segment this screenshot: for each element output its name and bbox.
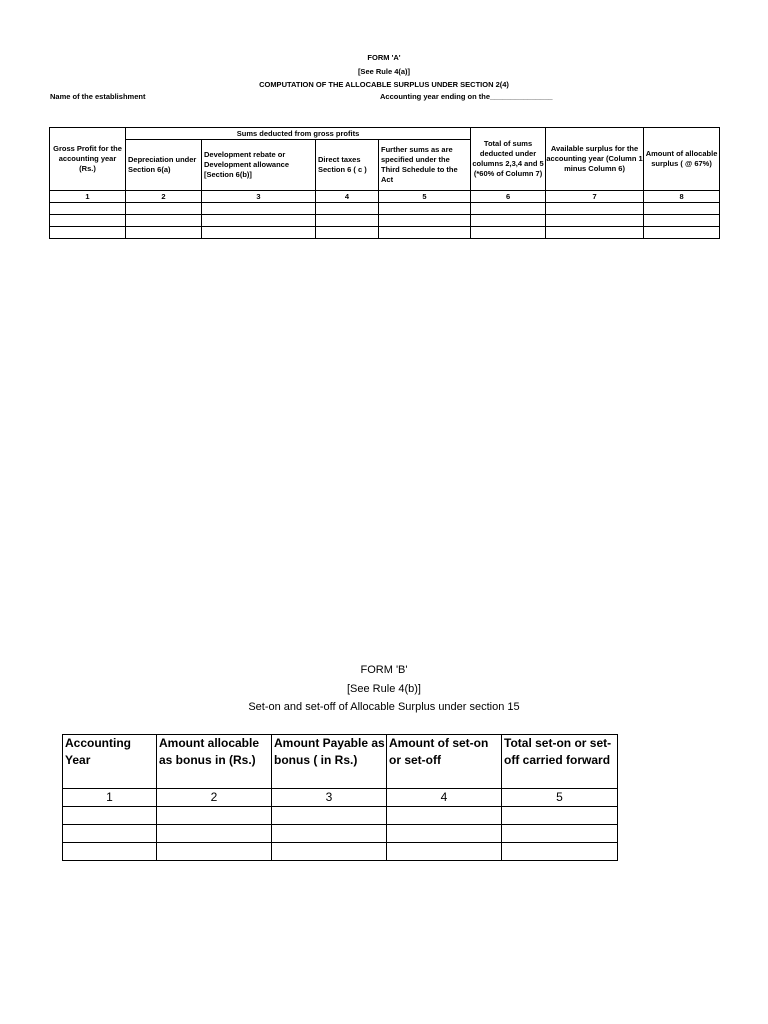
empty-cell bbox=[202, 227, 316, 239]
col-number: 7 bbox=[546, 191, 644, 203]
col-allocable-surplus: Amount of allocable surplus ( @ 67%) bbox=[644, 128, 720, 191]
col-direct-taxes: Direct taxes Section 6 ( c ) bbox=[316, 140, 379, 191]
table-row bbox=[63, 807, 618, 825]
empty-cell bbox=[471, 215, 546, 227]
empty-cell bbox=[387, 843, 502, 861]
empty-cell bbox=[387, 807, 502, 825]
accounting-year-label: Accounting year ending on the_______________ bbox=[380, 92, 553, 101]
empty-cell bbox=[157, 825, 272, 843]
empty-cell bbox=[471, 203, 546, 215]
col-number: 8 bbox=[644, 191, 720, 203]
col-amount-set-on: Amount of set-on or set-off bbox=[387, 735, 502, 789]
empty-cell bbox=[126, 203, 202, 215]
empty-cell bbox=[502, 807, 618, 825]
group-header-sums-deducted: Sums deducted from gross profits bbox=[126, 128, 471, 140]
empty-cell bbox=[644, 215, 720, 227]
col-number: 5 bbox=[379, 191, 471, 203]
col-accounting-year: Accounting Year bbox=[63, 735, 157, 789]
form-b-subtitle: Set-on and set-off of Allocable Surplus under section 15 bbox=[248, 701, 520, 713]
table-row bbox=[63, 825, 618, 843]
col-number: 3 bbox=[272, 789, 387, 807]
col-available-surplus: Available surplus for the accounting year (Column 1 minus Column 6) bbox=[546, 128, 644, 191]
col-number: 1 bbox=[63, 789, 157, 807]
col-total-sums: Total of sums deducted under columns 2,3,4 and 5 (*60% of Column 7) bbox=[471, 128, 546, 191]
empty-cell bbox=[50, 227, 126, 239]
form-a-subtitle: COMPUTATION OF THE ALLOCABLE SURPLUS UNDER SECTION 2(4) bbox=[259, 80, 509, 89]
col-gross-profit: Gross Profit for the accounting year (Rs.) bbox=[50, 128, 126, 191]
empty-cell bbox=[379, 203, 471, 215]
col-number: 1 bbox=[50, 191, 126, 203]
col-number: 6 bbox=[471, 191, 546, 203]
empty-cell bbox=[202, 215, 316, 227]
table-row bbox=[63, 843, 618, 861]
empty-cell bbox=[157, 843, 272, 861]
col-number: 3 bbox=[202, 191, 316, 203]
empty-cell bbox=[502, 825, 618, 843]
empty-cell bbox=[316, 227, 379, 239]
establishment-label: Name of the establishment bbox=[50, 92, 146, 101]
empty-cell bbox=[316, 203, 379, 215]
empty-cell bbox=[50, 203, 126, 215]
empty-cell bbox=[379, 227, 471, 239]
col-depreciation: Depreciation under Section 6(a) bbox=[126, 140, 202, 191]
empty-cell bbox=[126, 215, 202, 227]
column-number-row bbox=[50, 191, 720, 203]
table-row bbox=[50, 203, 720, 215]
col-amount-allocable: Amount allocable as bonus in (Rs.) bbox=[157, 735, 272, 789]
empty-cell bbox=[387, 825, 502, 843]
empty-cell bbox=[63, 843, 157, 861]
col-number: 5 bbox=[502, 789, 618, 807]
empty-cell bbox=[126, 227, 202, 239]
empty-cell bbox=[546, 203, 644, 215]
table-row bbox=[50, 215, 720, 227]
col-total-set-on: Total set-on or set-off carried forward bbox=[502, 735, 618, 789]
empty-cell bbox=[502, 843, 618, 861]
col-number: 4 bbox=[316, 191, 379, 203]
col-development-rebate: Development rebate or Development allowance [Section 6(b)] bbox=[202, 140, 316, 191]
empty-cell bbox=[644, 227, 720, 239]
empty-cell bbox=[272, 843, 387, 861]
col-number: 2 bbox=[126, 191, 202, 203]
form-a-title: FORM 'A' bbox=[367, 53, 401, 62]
form-b-rule: [See Rule 4(b)] bbox=[347, 683, 421, 695]
empty-cell bbox=[272, 807, 387, 825]
form-a-rule: [See Rule 4(a)] bbox=[357, 67, 411, 76]
empty-cell bbox=[272, 825, 387, 843]
column-number-row bbox=[63, 789, 618, 807]
empty-cell bbox=[63, 825, 157, 843]
col-further-sums: Further sums as are specified under the Third Schedule to the Act bbox=[379, 140, 471, 191]
empty-cell bbox=[202, 203, 316, 215]
table-row bbox=[50, 227, 720, 239]
empty-cell bbox=[379, 215, 471, 227]
empty-cell bbox=[546, 215, 644, 227]
empty-cell bbox=[63, 807, 157, 825]
col-amount-payable: Amount Payable as bonus ( in Rs.) bbox=[272, 735, 387, 789]
empty-cell bbox=[316, 215, 379, 227]
form-b-title: FORM 'B' bbox=[360, 664, 408, 676]
form-b-table bbox=[62, 734, 618, 861]
empty-cell bbox=[546, 227, 644, 239]
empty-cell bbox=[471, 227, 546, 239]
empty-cell bbox=[157, 807, 272, 825]
empty-cell bbox=[644, 203, 720, 215]
col-number: 4 bbox=[387, 789, 502, 807]
col-number: 2 bbox=[157, 789, 272, 807]
form-a-table bbox=[49, 127, 720, 239]
empty-cell bbox=[50, 215, 126, 227]
